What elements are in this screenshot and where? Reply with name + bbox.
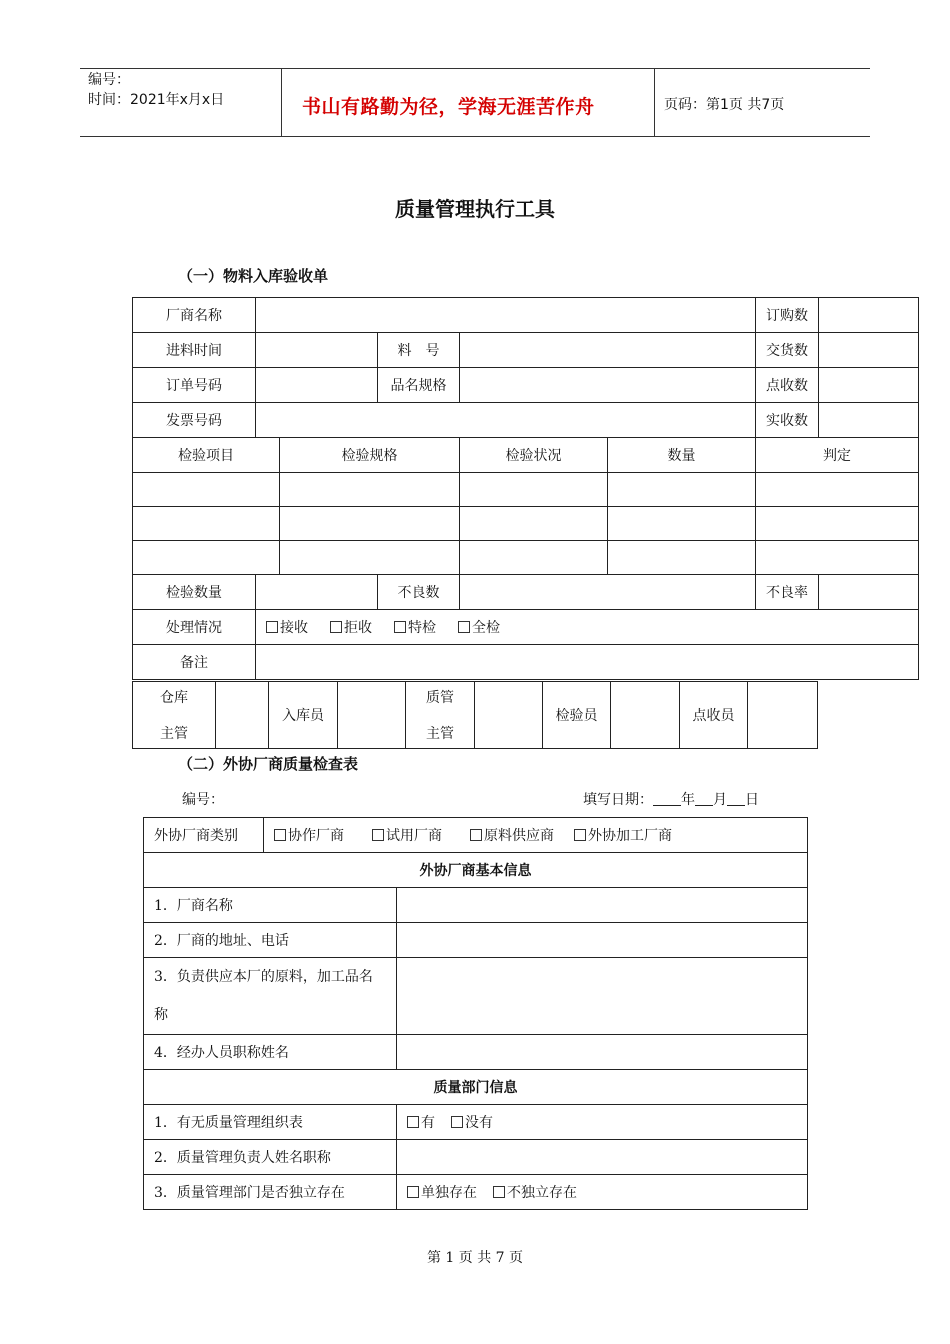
label-qm-org-chart: 1．有无质量管理组织表: [144, 1105, 397, 1140]
input-defect-qty[interactable]: [460, 575, 756, 610]
label-inspector: 检验员: [543, 682, 611, 749]
fill-date: 填写日期： 年 月 日: [583, 792, 759, 808]
label-warehouse-manager: 仓库 主管: [133, 682, 216, 749]
input-qm-head[interactable]: [397, 1140, 808, 1175]
input-cell[interactable]: [608, 473, 756, 507]
table-row: [133, 507, 919, 541]
input-cell[interactable]: [608, 541, 756, 575]
label-remarks: 备注: [133, 645, 256, 680]
checkbox-icon: [330, 621, 342, 633]
input-incoming-time[interactable]: [256, 333, 378, 368]
input-order-no[interactable]: [256, 368, 378, 403]
checkbox-icon: [372, 829, 384, 841]
category-options: [264, 818, 808, 853]
option-accept[interactable]: 接收: [266, 620, 308, 636]
option-has[interactable]: 有: [407, 1115, 435, 1131]
label-manufacturer-name: 厂商名称: [133, 298, 256, 333]
label-invoice-no: 发票号码: [133, 403, 256, 438]
label-receiver: 点收员: [680, 682, 748, 749]
qm-independent-options: [397, 1175, 808, 1210]
input-product-spec[interactable]: [460, 368, 756, 403]
subcontractor-checklist-table: [143, 817, 808, 1210]
header-page-number: 页码：第1页 共7页: [664, 97, 785, 113]
input-defect-rate[interactable]: [819, 575, 919, 610]
input-vendor-address-phone[interactable]: [397, 923, 808, 958]
input-cell[interactable]: [280, 541, 460, 575]
header-bottom-rule: [80, 136, 870, 137]
label-stock-clerk: 入库员: [269, 682, 338, 749]
label-inspection-qty: 检验数量: [133, 575, 256, 610]
input-cell[interactable]: [756, 541, 919, 575]
label-incoming-time: 进料时间: [133, 333, 256, 368]
header-top-rule: [80, 68, 870, 69]
input-cell[interactable]: [133, 541, 280, 575]
sign-warehouse-manager[interactable]: [216, 682, 269, 749]
option-has-not[interactable]: 没有: [451, 1115, 493, 1131]
year-blank[interactable]: [653, 791, 681, 806]
label-vendor-address-phone: 2．厂商的地址、电话: [144, 923, 397, 958]
input-cell[interactable]: [756, 507, 919, 541]
label-defect-qty: 不良数: [378, 575, 460, 610]
label-qa-manager: 质管 主管: [406, 682, 475, 749]
input-material-no[interactable]: [460, 333, 756, 368]
sign-qa-manager[interactable]: [475, 682, 543, 749]
label-delivery-qty: 交货数: [756, 333, 819, 368]
checkbox-icon: [407, 1116, 419, 1128]
checkbox-icon: [470, 829, 482, 841]
option-full-inspection[interactable]: 全检: [458, 620, 500, 636]
label-category: 外协厂商类别: [144, 818, 264, 853]
input-counted-qty[interactable]: [819, 368, 919, 403]
document-title: 质量管理执行工具: [395, 197, 555, 221]
checkbox-icon: [493, 1186, 505, 1198]
sign-receiver[interactable]: [748, 682, 818, 749]
input-handler-title-name[interactable]: [397, 1035, 808, 1070]
label-vendor-name: 1．厂商名称: [144, 888, 397, 923]
input-cell[interactable]: [460, 507, 608, 541]
qm-org-chart-options: [397, 1105, 808, 1140]
input-vendor-name[interactable]: [397, 888, 808, 923]
option-independent[interactable]: 单独存在: [407, 1185, 477, 1201]
header-judgement: 判定: [756, 438, 919, 473]
header-time: 时间：2021年x月x日: [88, 92, 225, 108]
checkbox-icon: [407, 1186, 419, 1198]
header-motto: 书山有路勤为径，学海无涯苦作舟: [302, 96, 595, 118]
header-code: 编号：: [88, 72, 130, 88]
section2-code: 编号：: [182, 792, 224, 808]
option-cooperative[interactable]: 协作厂商: [274, 828, 344, 844]
table-row: [133, 541, 919, 575]
input-cell[interactable]: [756, 473, 919, 507]
input-manufacturer-name[interactable]: [256, 298, 756, 333]
header-divider-right: [654, 68, 655, 136]
label-order-no: 订单号码: [133, 368, 256, 403]
input-order-qty[interactable]: [819, 298, 919, 333]
handling-options: [256, 610, 919, 645]
input-inspection-qty[interactable]: [256, 575, 378, 610]
option-raw-supplier[interactable]: 原料供应商: [470, 828, 554, 844]
section1-title: （一）物料入库验收单: [178, 267, 329, 285]
option-outsource-processor[interactable]: 外协加工厂商: [574, 828, 672, 844]
sign-inspector[interactable]: [611, 682, 680, 749]
label-material-no: 料 号: [378, 333, 460, 368]
option-not-independent[interactable]: 不独立存在: [493, 1185, 577, 1201]
quality-dept-header: 质量部门信息: [144, 1070, 808, 1105]
label-handler-title-name: 4．经办人员职称姓名: [144, 1035, 397, 1070]
input-cell[interactable]: [460, 473, 608, 507]
label-defect-rate: 不良率: [756, 575, 819, 610]
input-delivery-qty[interactable]: [819, 333, 919, 368]
input-cell[interactable]: [133, 473, 280, 507]
option-trial[interactable]: 试用厂商: [372, 828, 442, 844]
label-supplied-materials: 3．负责供应本厂的原料，加工品名 称: [144, 958, 397, 1035]
table-row: [133, 473, 919, 507]
header-divider-left: [281, 68, 282, 136]
header-quantity: 数量: [608, 438, 756, 473]
label-qm-independent: 3．质量管理部门是否独立存在: [144, 1175, 397, 1210]
label-handling: 处理情况: [133, 610, 256, 645]
signature-table: [132, 681, 818, 749]
input-cell[interactable]: [460, 541, 608, 575]
basic-info-header: 外协厂商基本信息: [144, 853, 808, 888]
label-counted-qty: 点收数: [756, 368, 819, 403]
input-remarks[interactable]: [256, 645, 919, 680]
month-blank[interactable]: [695, 791, 713, 806]
checkbox-icon: [274, 829, 286, 841]
material-inspection-table: [132, 297, 919, 680]
input-received-qty[interactable]: [819, 403, 919, 438]
input-cell[interactable]: [608, 507, 756, 541]
checkbox-icon: [451, 1116, 463, 1128]
checkbox-icon: [394, 621, 406, 633]
option-reject[interactable]: 拒收: [330, 620, 372, 636]
day-blank[interactable]: [727, 791, 745, 806]
input-supplied-materials[interactable]: [397, 958, 808, 1035]
header-inspection-spec: 检验规格: [280, 438, 460, 473]
label-order-qty: 订购数: [756, 298, 819, 333]
label-qm-head: 2．质量管理负责人姓名职称: [144, 1140, 397, 1175]
page-footer: 第 1 页 共 7 页: [426, 1250, 524, 1266]
input-cell[interactable]: [280, 473, 460, 507]
input-cell[interactable]: [280, 507, 460, 541]
label-product-spec: 品名规格: [378, 368, 460, 403]
section2-title: （二）外协厂商质量检查表: [178, 755, 359, 773]
sign-stock-clerk[interactable]: [338, 682, 406, 749]
checkbox-icon: [458, 621, 470, 633]
input-cell[interactable]: [133, 507, 280, 541]
option-special-inspection[interactable]: 特检: [394, 620, 436, 636]
header-inspection-status: 检验状况: [460, 438, 608, 473]
checkbox-icon: [574, 829, 586, 841]
input-invoice-no[interactable]: [256, 403, 756, 438]
checkbox-icon: [266, 621, 278, 633]
header-inspection-item: 检验项目: [133, 438, 280, 473]
label-received-qty: 实收数: [756, 403, 819, 438]
